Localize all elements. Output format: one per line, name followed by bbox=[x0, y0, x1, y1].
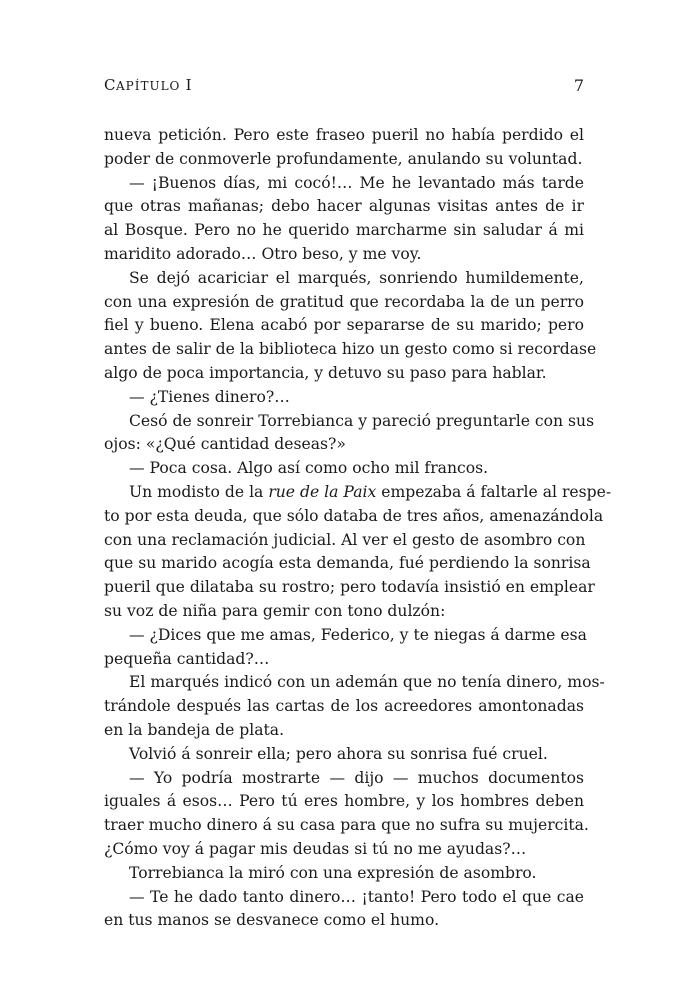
text-line bbox=[104, 195, 584, 219]
text-line bbox=[104, 838, 584, 862]
text-line bbox=[104, 862, 584, 886]
text-line bbox=[104, 386, 584, 410]
text-line bbox=[104, 148, 584, 172]
text-run: — ¿Tienes dinero?… bbox=[129, 387, 290, 406]
text-line bbox=[104, 743, 584, 767]
text-line bbox=[104, 457, 584, 481]
text-line bbox=[104, 267, 584, 291]
text-line bbox=[104, 719, 584, 743]
text-run: con una expresión de gratitud que recordaba la de un perro bbox=[104, 292, 584, 311]
text-run: algo de poca importancia, y detuvo su paso para hablar. bbox=[104, 363, 547, 382]
text-line bbox=[104, 767, 584, 791]
chapter-word: APÍTULO bbox=[115, 79, 181, 93]
text-line bbox=[104, 648, 584, 672]
text-run: — Poca cosa. Algo así como ocho mil francos. bbox=[129, 459, 489, 478]
text-run: empezaba á faltarle al respe- bbox=[376, 482, 612, 501]
text-line bbox=[104, 410, 595, 434]
text-run: su voz de niña para gemir con tono dulzón: bbox=[104, 601, 446, 620]
text-line bbox=[104, 909, 584, 933]
text-run: Volvió á sonreir ella; pero ahora su sonrisa fué cruel. bbox=[129, 744, 548, 763]
text-line bbox=[104, 243, 584, 267]
text-line bbox=[104, 338, 597, 362]
chapter-number: I bbox=[185, 76, 193, 94]
text-run: maridito adorado… Otro beso, y me voy. bbox=[104, 244, 422, 263]
text-line bbox=[104, 172, 584, 196]
text-run: Cesó de sonreir Torrebianca y pareció preguntarle con sus bbox=[129, 411, 595, 430]
text-run: en tus manos se desvanece como el humo. bbox=[104, 911, 440, 930]
text-line bbox=[104, 124, 584, 148]
text-line bbox=[104, 695, 584, 719]
text-run: poder de conmoverle profundamente, anulando su voluntad. bbox=[104, 149, 583, 168]
text-line bbox=[104, 814, 589, 838]
text-line bbox=[104, 362, 584, 386]
chapter-initial: C bbox=[104, 76, 116, 94]
text-run: trándole después las cartas de los acreedores amontonadas bbox=[104, 697, 584, 716]
text-run: Torrebianca la miró con una expresión de asombro. bbox=[129, 863, 537, 882]
text-run: ¿Cómo voy á pagar mis deudas si tú no me ayudas?… bbox=[104, 839, 527, 858]
text-line bbox=[104, 219, 584, 243]
text-run: Un modisto de la bbox=[129, 482, 269, 501]
text-line bbox=[104, 481, 612, 505]
text-run: pequeña cantidad?… bbox=[104, 649, 270, 668]
text-line bbox=[104, 671, 605, 695]
text-line bbox=[104, 600, 584, 624]
text-run: que otras mañanas; debo hacer algunas visitas antes de ir bbox=[104, 197, 584, 216]
text-line bbox=[104, 552, 591, 576]
text-run: al Bosque. Pero no he querido marcharme sin saludar á mi bbox=[104, 221, 584, 240]
text-line bbox=[104, 314, 584, 338]
text-run: — ¿Dices que me amas, Federico, y te niegas á darme esa bbox=[129, 625, 587, 644]
text-line bbox=[104, 624, 587, 648]
chapter-heading bbox=[104, 76, 192, 94]
text-run: — Te he dado tanto dinero… ¡tanto! Pero todo el que cae bbox=[129, 887, 584, 906]
page-number: 7 bbox=[573, 76, 584, 95]
text-line bbox=[104, 291, 584, 315]
text-line bbox=[104, 576, 595, 600]
text-run: — Yo podría mostrarte — dijo — muchos documentos bbox=[129, 768, 584, 787]
text-run: pueril que dilataba su rostro; pero todavía insistió en emplear bbox=[104, 578, 595, 597]
text-run: El marqués indicó con un ademán que no tenía dinero, mos- bbox=[129, 673, 605, 692]
text-run: antes de salir de la biblioteca hizo un gesto como si recordase bbox=[104, 340, 597, 359]
text-run: en la bandeja de plata. bbox=[104, 720, 285, 739]
text-line bbox=[104, 886, 584, 910]
text-run: — ¡Buenos días, mi cocó!… Me he levantado más tarde bbox=[129, 173, 584, 192]
text-run: ojos: «¿Qué cantidad deseas?» bbox=[104, 435, 346, 454]
body-text bbox=[104, 124, 612, 933]
text-run: Se dejó acariciar el marqués, sonriendo humildemente, bbox=[129, 268, 584, 287]
text-line bbox=[104, 505, 604, 529]
text-line bbox=[104, 790, 584, 814]
text-run: to por esta deuda, que sólo databa de tres años, amenazándola bbox=[104, 506, 604, 525]
text-run: fiel y bueno. Elena acabó por separarse de su marido; pero bbox=[104, 316, 584, 335]
text-line bbox=[104, 433, 584, 457]
text-run: con una reclamación judicial. Al ver el gesto de asombro con bbox=[104, 530, 586, 549]
text-run: nueva petición. Pero este fraseo pueril no había perdido el bbox=[104, 126, 584, 144]
text-run: traer mucho dinero á su casa para que no sufra su mujercita. bbox=[104, 816, 589, 835]
running-header bbox=[104, 76, 584, 100]
text-run: que su marido acogía esta demanda, fué perdiendo la sonrisa bbox=[104, 554, 591, 573]
text-run: iguales á esos… Pero tú eres hombre, y los hombres deben bbox=[104, 792, 584, 811]
italic-phrase: rue de la Paix bbox=[268, 482, 377, 501]
text-line bbox=[104, 529, 584, 553]
